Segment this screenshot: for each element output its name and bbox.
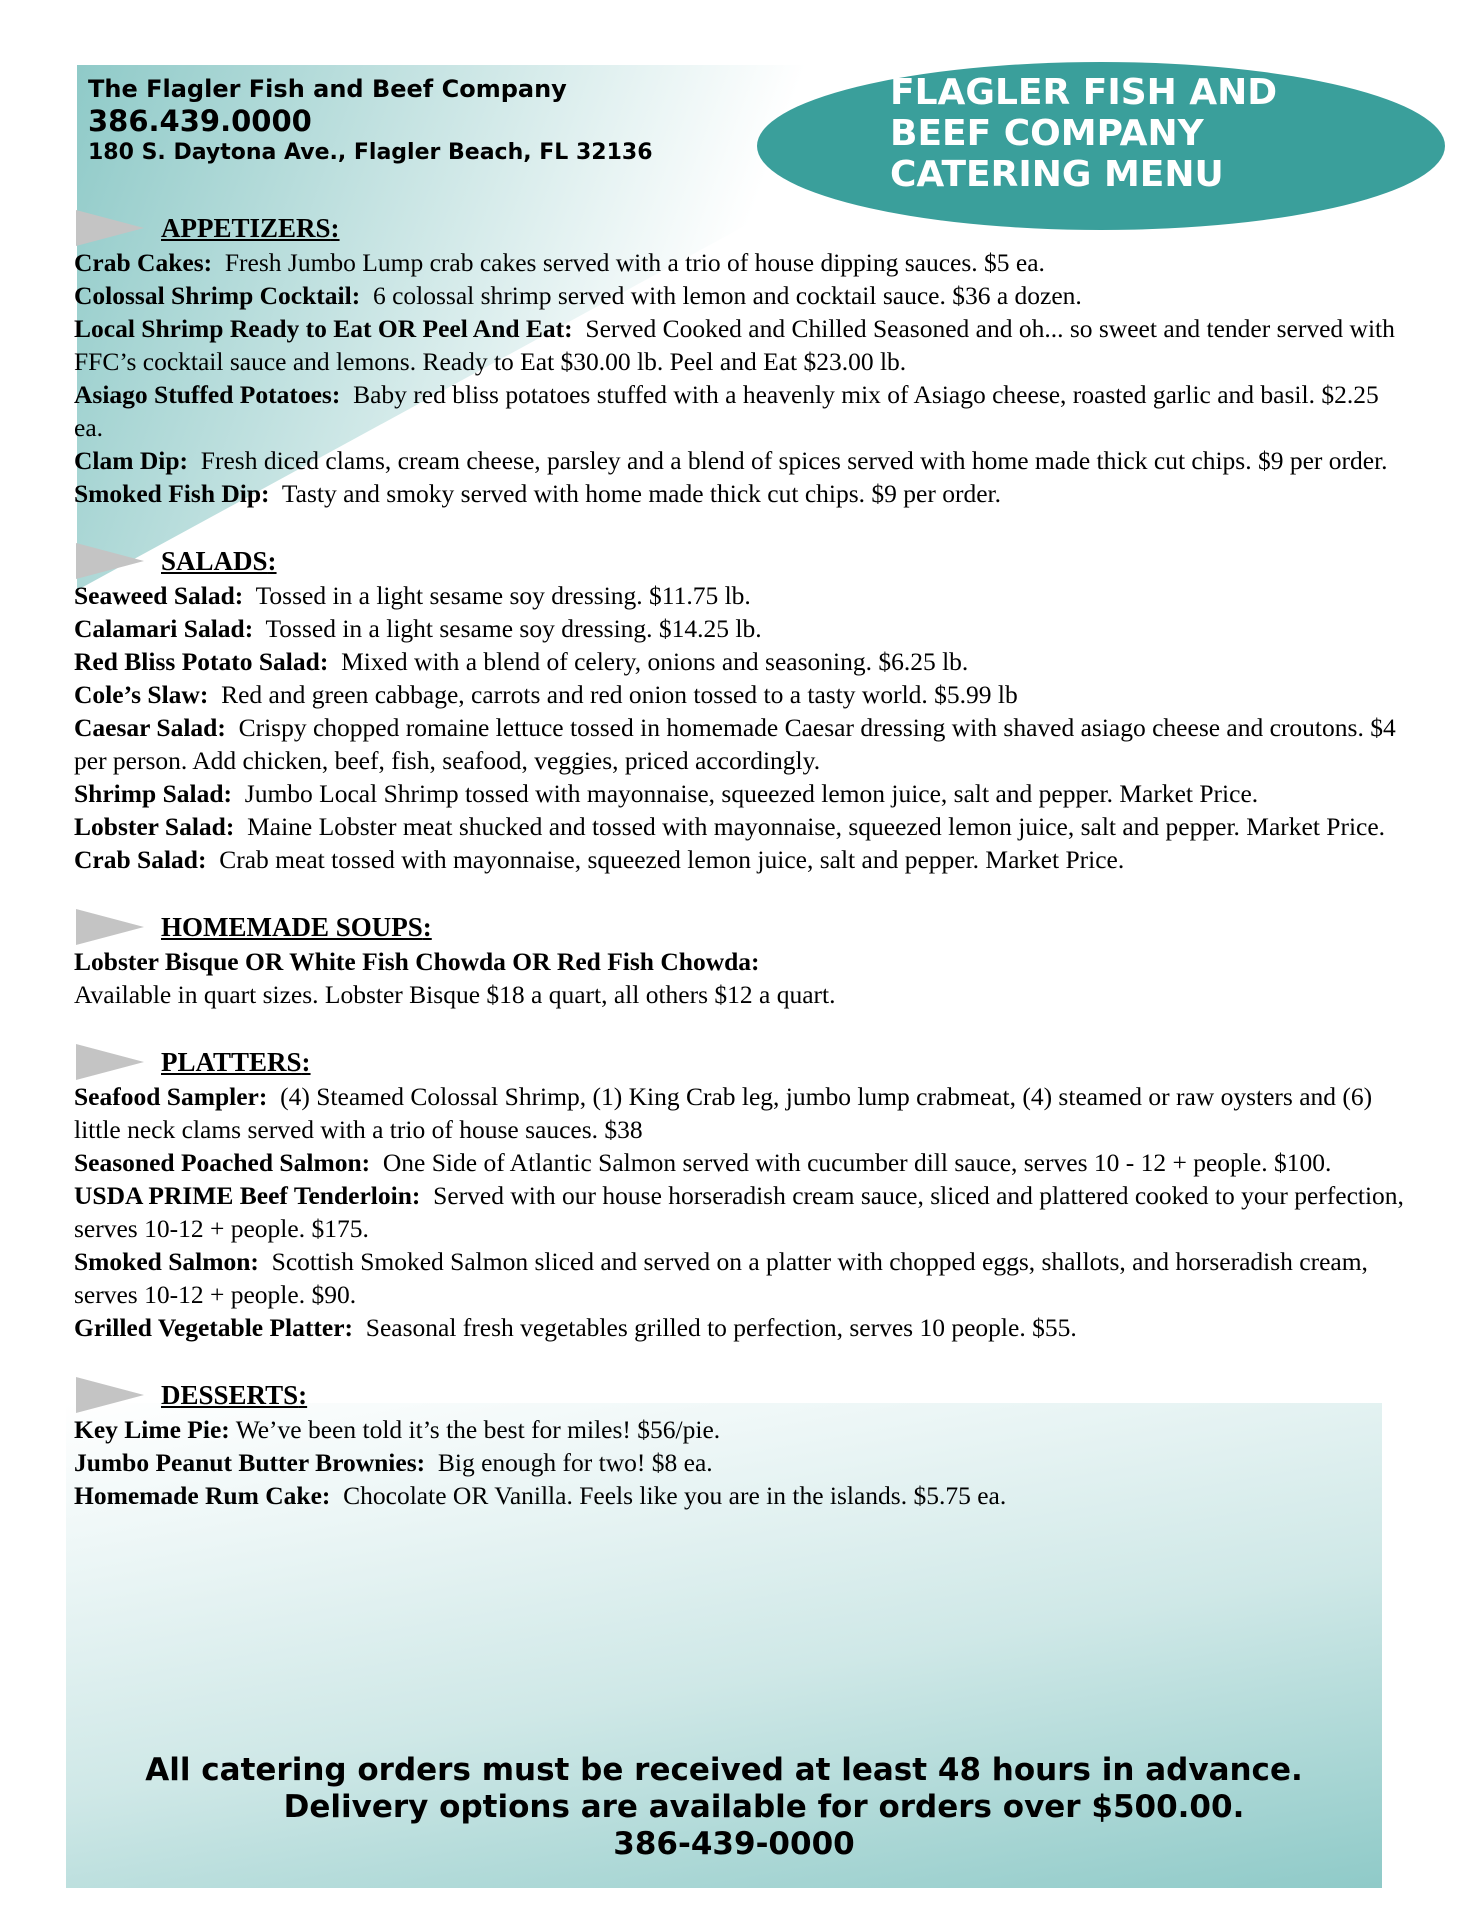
section-soups	[74, 909, 1404, 1011]
item-name: Key Lime Pie:	[74, 1415, 230, 1444]
item-name: Asiago Stuffed Potatoes:	[74, 380, 341, 409]
item-name: Caesar Salad:	[74, 713, 226, 742]
arrow-bullet-icon	[76, 543, 144, 579]
item-description: (4) Steamed Colossal Shrimp, (1) King Crab leg, jumbo lump crabmeat, (4) steamed or raw oysters and (6) little neck clams served with a trio of house sauces. $38	[74, 1082, 1373, 1144]
menu-item	[74, 378, 1404, 444]
item-description: Available in quart sizes. Lobster Bisque $18 a quart, all others $12 a quart.	[74, 980, 836, 1009]
item-name: Smoked Fish Dip:	[74, 479, 270, 508]
section-desserts	[74, 1377, 1404, 1512]
menu-title-line: FLAGLER FISH AND	[890, 72, 1278, 113]
menu-item	[74, 1146, 1404, 1179]
item-name: Calamari Salad:	[74, 614, 254, 643]
item-description: Red and green cabbage, carrots and red onion tossed to a tasty world. $5.99 lb	[221, 680, 1018, 709]
company-phone: 386.439.0000	[88, 104, 312, 138]
item-name: Clam Dip:	[74, 446, 189, 475]
section-heading	[74, 909, 1404, 945]
item-name: Seafood Sampler:	[74, 1082, 268, 1111]
arrow-bullet-icon	[76, 1377, 144, 1413]
item-description: We’ve been told it’s the best for miles! $56/pie.	[235, 1415, 721, 1444]
menu-item	[74, 279, 1404, 312]
item-name: Cole’s Slaw:	[74, 680, 209, 709]
section-platters	[74, 1044, 1404, 1344]
company-header	[88, 74, 653, 168]
item-description: Served Cooked and Chilled Seasoned and oh... so sweet and tender served with FFC’s cocktail sauce and lemons. Ready to Eat $30.00 lb. Peel and Eat $23.00 lb.	[74, 314, 1395, 376]
item-description: Fresh Jumbo Lump crab cakes served with a trio of house dipping sauces. $5 ea.	[224, 248, 1045, 277]
item-name: USDA PRIME Beef Tenderloin:	[74, 1181, 421, 1210]
menu-title-line: BEEF COMPANY	[890, 113, 1204, 154]
menu-item	[74, 678, 1404, 711]
notice-advance-order: All catering orders must be received at least 48 hours in advance.	[145, 1752, 1303, 1788]
item-name: Red Bliss Potato Salad:	[74, 647, 329, 676]
section-heading	[74, 543, 1404, 579]
menu-item	[74, 1446, 1404, 1479]
item-description: Crispy chopped romaine lettuce tossed in homemade Caesar dressing with shaved asiago cheese and croutons. $4 per person. Add chicken, beef, fish, seafood, veggies, priced accordingly.	[74, 713, 1396, 775]
section-title-desserts: DESSERTS:	[161, 1380, 308, 1410]
section-heading	[74, 1377, 1404, 1413]
section-appetizers	[74, 210, 1404, 510]
item-name: Colossal Shrimp Cocktail:	[74, 281, 361, 310]
item-description: Tasty and smoky served with home made thick cut chips. $9 per order.	[281, 479, 1001, 508]
menu-item	[74, 612, 1404, 645]
menu-content	[74, 210, 1404, 1545]
menu-item	[74, 246, 1404, 279]
item-description: Seasonal fresh vegetables grilled to perfection, serves 10 people. $55.	[365, 1313, 1077, 1342]
section-title-platters: PLATTERS:	[161, 1047, 311, 1077]
section-heading	[74, 210, 1404, 246]
item-name: Local Shrimp Ready to Eat OR Peel And Eat:	[74, 314, 573, 343]
notice-phone: 386-439-0000	[613, 1826, 855, 1862]
section-title-soups: HOMEMADE SOUPS:	[161, 912, 432, 942]
item-description: Fresh diced clams, cream cheese, parsley and a blend of spices served with home made thick cut chips. $9 per order.	[200, 446, 1388, 475]
menu-item	[74, 945, 1404, 1011]
menu-item	[74, 1311, 1404, 1344]
arrow-bullet-icon	[76, 909, 144, 945]
item-description: Crab meat tossed with mayonnaise, squeezed lemon juice, salt and pepper. Market Price.	[219, 845, 1125, 874]
menu-item	[74, 711, 1404, 777]
menu-title-line: CATERING MENU	[890, 154, 1224, 195]
item-description: Jumbo Local Shrimp tossed with mayonnaise, squeezed lemon juice, salt and pepper. Market Price.	[244, 779, 1259, 808]
section-title-salads: SALADS:	[161, 546, 277, 576]
section-heading	[74, 1044, 1404, 1080]
notice-delivery: Delivery options are available for orders over $500.00.	[283, 1789, 1245, 1825]
item-name: Lobster Bisque OR White Fish Chowda OR Red Fish Chowda:	[74, 947, 760, 976]
menu-item	[74, 777, 1404, 810]
menu-item	[74, 1080, 1404, 1146]
item-description: Served with our house horseradish cream sauce, sliced and plattered cooked to your perfection, serves 10-12 + people. $175.	[74, 1181, 1404, 1243]
menu-item	[74, 1179, 1404, 1245]
item-description: Scottish Smoked Salmon sliced and served on a platter with chopped eggs, shallots, and horseradish cream, serves 10-12 + people. $90.	[74, 1247, 1368, 1309]
item-name: Jumbo Peanut Butter Brownies:	[74, 1448, 426, 1477]
menu-title	[890, 72, 1410, 195]
item-name: Seaweed Salad:	[74, 581, 244, 610]
item-description: Maine Lobster meat shucked and tossed with mayonnaise, squeezed lemon juice, salt and pepper. Market Price.	[247, 812, 1386, 841]
item-description: Baby red bliss potatoes stuffed with a heavenly mix of Asiago cheese, roasted garlic and basil. $2.25 ea.	[74, 380, 1379, 442]
menu-item	[74, 1245, 1404, 1311]
item-description: One Side of Atlantic Salmon served with cucumber dill sauce, serves 10 - 12 + people. $100.	[382, 1148, 1332, 1177]
item-name: Smoked Salmon:	[74, 1247, 259, 1276]
menu-item	[74, 1479, 1404, 1512]
item-name: Crab Salad:	[74, 845, 207, 874]
item-description: Chocolate OR Vanilla. Feels like you are in the islands. $5.75 ea.	[343, 1481, 1007, 1510]
company-address: 180 S. Daytona Ave., Flagler Beach, FL 32136	[88, 140, 653, 165]
menu-item	[74, 645, 1404, 678]
section-salads	[74, 543, 1404, 876]
item-description: Tossed in a light sesame soy dressing. $14.25 lb.	[265, 614, 762, 643]
menu-item	[74, 843, 1404, 876]
company-name: The Flagler Fish and Beef Company	[88, 75, 567, 103]
menu-item	[74, 1413, 1404, 1446]
menu-item	[74, 444, 1404, 477]
item-name: Grilled Vegetable Platter:	[74, 1313, 354, 1342]
item-name: Crab Cakes:	[74, 248, 213, 277]
menu-item	[74, 477, 1404, 510]
section-title-appetizers: APPETIZERS:	[161, 213, 340, 243]
menu-item	[74, 810, 1404, 843]
item-description: Tossed in a light sesame soy dressing. $11.75 lb.	[255, 581, 751, 610]
item-description: Big enough for two! $8 ea.	[437, 1448, 713, 1477]
arrow-bullet-icon	[76, 1044, 144, 1080]
menu-item	[74, 579, 1404, 612]
item-description: Mixed with a blend of celery, onions and seasoning. $6.25 lb.	[341, 647, 969, 676]
item-name: Shrimp Salad:	[74, 779, 233, 808]
catering-notice	[66, 1752, 1382, 1863]
item-name: Lobster Salad:	[74, 812, 235, 841]
item-name: Seasoned Poached Salmon:	[74, 1148, 371, 1177]
menu-item	[74, 312, 1404, 378]
arrow-bullet-icon	[76, 210, 144, 246]
item-name: Homemade Rum Cake:	[74, 1481, 331, 1510]
item-description: 6 colossal shrimp served with lemon and cocktail sauce. $36 a dozen.	[372, 281, 1082, 310]
